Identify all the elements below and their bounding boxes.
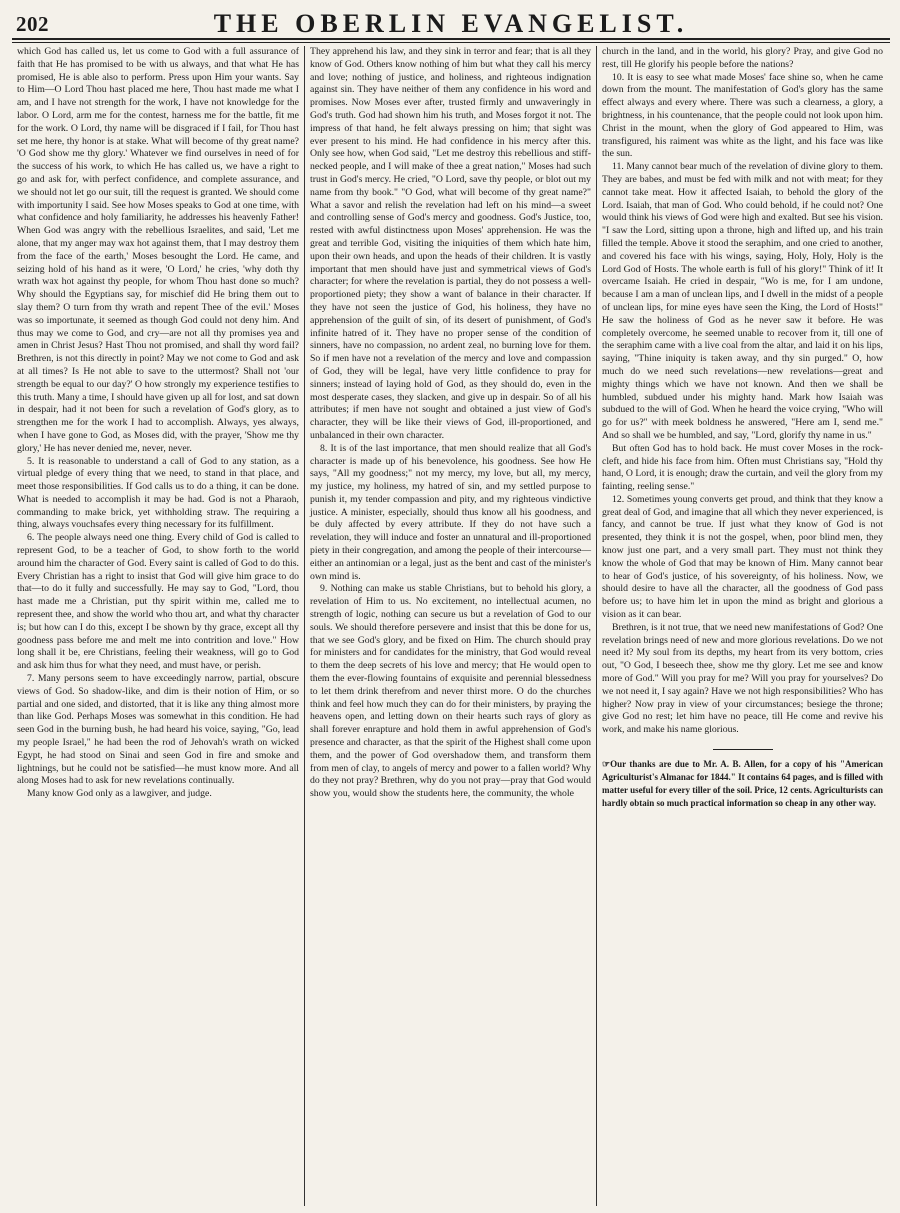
almanac-notice xyxy=(602,758,883,810)
paragraph: 12. Sometimes young converts get proud, and think that they know a great deal of God, and imagine that all which they never experienced, is fancy, and cannot be true. If just what they know of God is not presented, they think it is not the gospel, when, poor blind men, they know just one part, and a very small part. They must not think they know the whole of God that may be known of Him. Many cannot bear to hear of God's justice, of his sovereignty, of his holiness. Now, we should desire to have all the character, all the goodness of God pass before us; to have him let in upon the mind as bright and glorious a vision as it can bear. xyxy=(602,493,883,621)
masthead xyxy=(12,10,890,40)
paragraph: 6. The people always need one thing. Every child of God is called to represent God, to be a teacher of God, to show forth to the world around him the character of God. Every saint is called of God to do this. Every Christian has a right to insist that God will give him grace to do that—to do it fully and successfully. He may say to God, "Lord, thou hast made me a Christian, put thy spirit within me, called me to represent thee, and show the world who thou art, and what thy character is; but how can I do this, except I be shown by thy grace, except all thy goodness pass before me and melt me into contrition and love." How long shall it be, ere Christians, feeling their weakness, will go to God and ask him thus for what they need, and must have, or perish. xyxy=(17,532,299,672)
column-3 xyxy=(596,46,888,1206)
paragraph: Brethren, is it not true, that we need new manifestations of God? One revelation brings need of new and more glorious revelations. Do we not need it? My soul from its depths, my heart from its very bottom, cries out, "O God, I beseech thee, show me thy glory. Let me see and know more of God." Will you pray for me? Will you pray for yourselves? Do we not need it, I say again? Have we not high responsibilities? Who has higher? Now pray in view of your circumstances; besiege the throne; give God no rest; let him have no peace, till He come and revive his work, and make his name glorious. xyxy=(602,621,883,736)
paragraph: which God has called us, let us come to God with a full assurance of faith that He has promised to be with us always, and that what He has promised, He is able also to perform. Press upon Him your wants. Say to Him—O Lord Thou hast placed me here, Thou hast made me what I am, and I have not strength for the work, I have not knowledge for the labor. O Lord, arm me for the contest, harness me for the battle, fit me for the work. O Lord, thy name will be disgraced if I fail, for Thou hast set me here, thy honor is at stake. What will become of thy great name? 'O God show me thy glory.' Whatever we find ourselves in need of for the success of his work, to which He has called us, we have a right to go and ask for, with perfect confidence, and complete assurance, and we should not let go our suit, till the request is granted. We should come with importunity I said. See how Moses speaks to God at one time, with what confidence and holy familiarity, he addresses his heavenly Father! When God was angry with the rebellious Israelites, and said, 'Let me alone, that my anger may wax hot against them, that I may destroy them from the face of the earth,' Moses besought the Lord. He came, and seizing hold of his hand as it were, 'O Lord,' he cries, 'why doth thy wrath wax hot against thy people, for whom Thou hast done so much? Why should the Egyptians say, for mischief did He bring them out to slay them? O turn from thy wrath and repent Thee of the evil.' Moses was so importunate, it seemed as though God could not deny him. And thus may we come to God, and cry—are not all thy promises yea and amen in Christ Jesus? Hast Thou not promised, and shall thy word fail? Brethren, is not this directly in point? May we not come to God and ask at all times? Is He not able to save to the uttermost? Shall not 'our strength be equal to our day?' O how strongly my experience testifies to this truth. Many a time, I should have given up all for lost, and sat down in despair, had it not been for such a revelation of God's glory, as to strengthen me for the work I had to accomplish. Always, yes always, when I have gone to God, as Moses did, with the prayer, 'Show me thy glory,' He has never denied me, never, never. xyxy=(17,46,299,454)
article-columns xyxy=(12,46,890,1206)
column-2 xyxy=(304,46,596,1206)
masthead-rule xyxy=(12,42,890,43)
notice-divider xyxy=(713,749,773,750)
paragraph: 11. Many cannot bear much of the revelation of divine glory to them. They are babes, and must be fed with milk and not with meat; for they cannot take meat. How it affected Isaiah, to behold the glory of the Lord. Isaiah, that man of God. Who could behold, if he could not? One would think his views of God were high and exalted. But see his vision. "I saw the Lord, sitting upon a throne, high and lifted up, and his train filled the temple. Above it stood the seraphim, and one cried to another, and covered his face with his wings, saying, Holy, Holy, Holy is the Lord God of Hosts. The whole earth is full of his glory!" Think of it! It overcame Isaiah. He cried in despair, "Wo is me, for I am undone, because I am a man of unclean lips, and I dwell in the midst of a people of unclean lips, for mine eyes have seen the King, the Lord of Hosts!" He saw the holiness of God as he never saw it before. He was completely overcome, he seemed unable to recover from it, till one of the seraphim came with a live coal from the altar, and laid it on his lips, saying, "Thine iniquity is taken away, and thy sin purged." O, how much do we need such revelations—new revelations—great and mighty things which we have not known. And then we shall be humbled, subdued under his mighty hand. Mark how Isaiah was subdued to the will of God. When he heard the voice crying, "Who will go for us?" with meek boldness he answered, "Here am I, send me." And so shall we be humbled, and say, "Lord, glorify thy name in us." xyxy=(602,161,883,441)
paragraph: Many know God only as a lawgiver, and judge. xyxy=(27,788,212,800)
paragraph: 8. It is of the last importance, that men should realize that all God's character is made up of his benevolence, his goodness. See how He says, "All my goodness;" not my mercy, my love, but all, my mercy, my justice, my holiness, my hatred of sin, and my settled purpose to punish it, my tender compassion and pity, and my righteous vindictive justice. A minister, especially, should thus know all his goodness, and be duly affected by every attribute. If they do not have such a revelation, they will induce and foster an unnatural and ill-proportioned piety in their congregation, and among the people of their intercourse—either an antinomian or a legal, just as the bent and cast of the minister's own mind is. xyxy=(310,442,591,582)
page-number: 202 xyxy=(16,12,49,36)
pointing-hand-icon: ☞ xyxy=(602,759,611,770)
paragraph: 7. Many persons seem to have exceedingly narrow, partial, obscure views of God. So shadow-like, and dim is their notion of Him, or so partial and one sided, and distorted, that it is like any thing almost more than like God. Perhaps Moses was somewhat in this condition. He had seen God in the burning bush, he had heard his voice, saying, "Go, lead my people Israel," he had been the rod of Jehovah's wrath on wicked Egypt, he had stood on Sinai and seen God in fire and smoke and lightnings, but he could not be satisfied—he must know more. And all along Moses had to ask for new revelations continually. xyxy=(17,673,299,787)
paragraph: 5. It is reasonable to understand a call of God to any station, as a virtual pledge of every thing that we need, to stand in that place, and meet those responsibilities. If God calls us to do a thing, it can be done. What is needed to accomplish it may be had. God is not a Pharaoh, commanding to make brick, yet withholding straw. The requiring a thing, always vouchsafes every thing necessary for its fulfillment. xyxy=(17,455,299,531)
paragraph: They apprehend his law, and they sink in terror and fear; that is all they know of God. Others know nothing of him but what they call his mercy and love; nothing of justice, and holiness, and righteous indignation against sin. They have neither of them any confidence in his word and promises. Now Moses ever after, trusted firmly and unwaveringly in God's truth. God had shown him his truth, and Moses forgot it not. The impress of that hand, he felt always pressing on him; that sight was ever present to his mind. He had confidence in his mercy after this. Only see how, when God said, "Let me destroy this rebellious and stiff-necked people, and I will make of thee a great nation," Moses had such trust in God's mercy. He cried, "O Lord, save thy people, or blot out my name from thy book." "O God, what will become of thy great name?" What a savor and relish the revelation had left on his mind—a sweet and controlling sense of God's mercy and goodness. God's Justice, too, rested with awful distinctness upon Moses' apprehension. He was the great and terrible God, visiting the iniquities of them which hate him, upon their own heads, and upon the heads of their children. It is vastly important that men should have just and symmetrical views of God's character; for where the revelation is partial, they do not possess a well-proportioned piety; they show a want of balance in their character. If they have not seen the justice of God, his holiness, they have no apprehension of the guilt of sin, of its desert of punishment, of God's infinite hatred of it. They have no proper sense of the condition of sinners, have no compassion, no ardent zeal, no burning love for them. So if men have not a revelation of the mercy and love and compassion of God, they will be legal, have very little confidence to pray for sinners; instead of laying hold of God, as they should do, even in the most desperate cases, they slacken, and give up in despair. So of all his attributes; if men have not sought and obtained a just view of God's character, they will be like their views of God, ill-proportioned, and unbalanced in their own character. xyxy=(310,46,591,441)
notice-text: Our thanks are due to Mr. A. B. Allen, for a copy of his "American Agriculturist's Almanac for 1844." It contains 64 pages, and is filled with matter useful for every tiller of the soil. Price, 12 cents. Agriculturists can hardly obtain so much practical information so cheap in any other way. xyxy=(602,759,883,809)
paragraph: But often God has to hold back. He must cover Moses in the rock-cleft, and hide his face from him. Often must Christians say, "Hold thy hand, O Lord, it is enough; draw the curtain, and veil the glory from my fainting, reeling sense." xyxy=(602,442,883,493)
newspaper-title: THE OBERLIN EVANGELIST. xyxy=(213,9,689,38)
paragraph: 10. It is easy to see what made Moses' face shine so, when he came down from the mount. The manifestation of God's glory has the same effect always and every where. There was such a clearness, a glory, a brightness, in his countenance, that the people could not look upon him. Christ in the mount, when the glory of God appeared to Him, was transfigured, his raiment was white as the light, and his face was like the sun. xyxy=(602,71,883,160)
paragraph: church in the land, and in the world, his glory? Pray, and give God no rest, till He glorify his people before the nations? xyxy=(602,46,883,70)
paragraph: 9. Nothing can make us stable Christians, but to behold his glory, a revelation of Him to us. No excitement, no intellectual acumen, no strength of logic, nothing can secure us but a revelation of God to our souls. We should therefore persevere and insist that this be done for us, that we see God's glory, and be fixed on Him. The church should pray for ministers and for candidates for the ministry, that God would reveal to them the deep secrets of his love and mercy; that He would open to them the ever-flowing fountains of exquisite and perennial blessedness to let them drink therefrom and never thirst more. O do the churches think and feel how much they can do for their ministers, by praying the heavens open, and letting down on their hearts such rays of glory as shall forever enrapture and hold them in awful apprehension of God's presence and character, as that the spirit of the Highest shall come upon them, and the power of God overshadow them, and transform them from men of clay, to angels of mercy and power to a fallen world? Why do they not pray? Brethren, why do you not pray—pray that God would show you, would show the students here, the community, the whole xyxy=(310,583,591,800)
column-1 xyxy=(12,46,304,1206)
